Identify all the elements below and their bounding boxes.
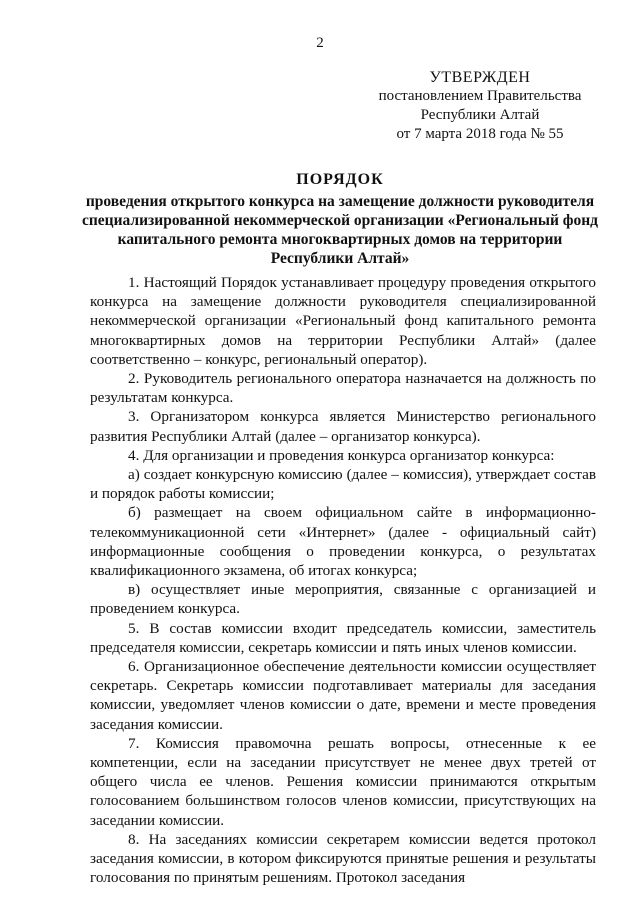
approval-title: УТВЕРЖДЕН [429,69,531,86]
paragraph: 1. Настоящий Порядок устанавливает процедуру проведения открытого конкурса на замещение должности руководителя специализированной некоммерческой организации «Региональный фонд капитального ремонта многоквартирных домов на территории Республики Алтай» (далее соответственно – конкурс, региональный оператор). [90,274,596,368]
document-title [80,170,600,268]
page-number: 2 [316,35,324,51]
paragraph: 2. Руководитель регионального оператора назначается на должность по результатам конкурса. [90,370,596,407]
title-subtitle: проведения открытого конкурса на замещение должности руководителя специализированной некоммерческой организации «Региональный фонд капитального ремонта многоквартирных домов на территории Республики Алтай» [81,193,598,267]
paragraph: 4. Для организации и проведения конкурса организатор конкурса: [128,446,555,464]
document-body [90,273,596,888]
paragraph: 7. Комиссия правомочна решать вопросы, отнесенные к ее компетенции, если на заседании присутствует не менее двух третей от общего числа ее членов. Решения комиссии принимаются открытым голосованием большинством голосов членов комиссии, присутствующих на заседании комиссии. [90,734,596,829]
approval-line-2: Республики Алтай [420,107,540,123]
paragraph: 6. Организационное обеспечение деятельности комиссии осуществляет секретарь. Секретарь комиссии подготавливает материалы для заседания комиссии, уведомляет членов комиссии о дате, времени и месте проведения заседания комиссии. [90,658,596,733]
paragraph: в) осуществляет иные мероприятия, связанные с организацией и проведением конкурса. [90,581,596,618]
paragraph: 5. В состав комиссии входит председатель комиссии, заместитель председателя комиссии, секретарь комиссии и пять иных членов комиссии. [90,619,596,656]
approval-block [360,68,600,144]
paragraph: б) размещает на своем официальном сайте в информационно-телекоммуникационной сети «Интернет» (далее - официальный сайт) информационные сообщения о проведении конкурса, о результатах квалификационного экзамена, об итогах конкурса; [90,504,596,580]
paragraph: 8. На заседаниях комиссии секретарем комиссии ведется протокол заседания комиссии, в котором фиксируются принятые решения и результаты голосования по принятым решениям. Протокол заседания [90,830,596,887]
paragraph: а) создает конкурсную комиссию (далее – комиссия), утверждает состав и порядок работы комиссии; [90,466,596,503]
title-main: ПОРЯДОК [296,171,384,188]
paragraph: 3. Организатором конкурса является Министерство регионального развития Республики Алтай (далее – организатор конкурса). [90,408,596,445]
approval-line-1: постановлением Правительства [378,88,582,104]
approval-line-3: от 7 марта 2018 года № 55 [396,126,564,142]
